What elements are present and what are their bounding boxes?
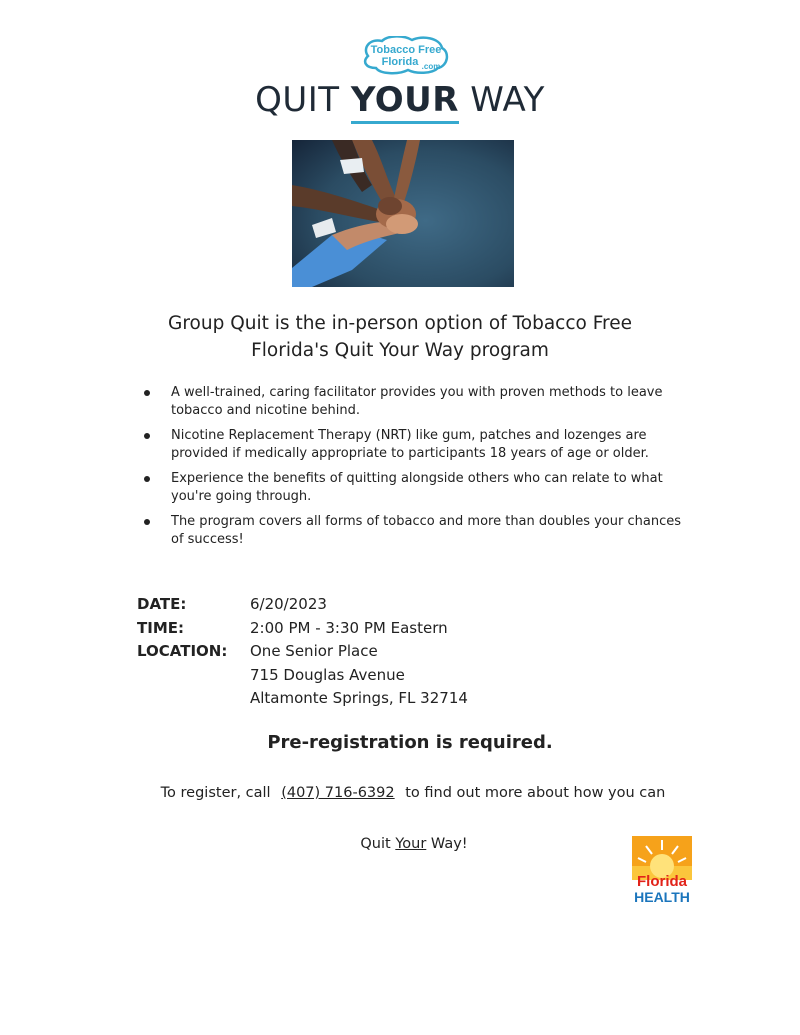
register-line bbox=[0, 785, 800, 801]
tobacco-free-florida-logo bbox=[360, 36, 452, 76]
logo-line2: Florida bbox=[381, 56, 419, 68]
preregistration-notice: Pre-registration is required. bbox=[267, 732, 553, 753]
florida-health-line1: Florida bbox=[636, 873, 688, 890]
title-way: WAY bbox=[470, 80, 545, 120]
location-line1: One Senior Place bbox=[250, 642, 378, 660]
florida-health-line2: HEALTH bbox=[634, 889, 690, 904]
location-line2: 715 Douglas Avenue bbox=[250, 666, 405, 684]
list-item: Nicotine Replacement Therapy (NRT) like gum, patches and lozenges are provided if medically appropriate to participants 18 years of age or older. bbox=[140, 427, 690, 463]
logo-suffix: .com bbox=[421, 62, 441, 71]
bullet-dot-icon bbox=[144, 433, 150, 439]
hands-together-photo bbox=[292, 140, 514, 287]
phone-number-link[interactable]: (407) 716-6392 bbox=[281, 785, 395, 801]
location-label: LOCATION: bbox=[137, 642, 228, 660]
register-text-after: to find out more about how you can bbox=[405, 785, 666, 801]
title-your: YOUR bbox=[351, 80, 459, 124]
title-quit: QUIT bbox=[255, 80, 340, 120]
page-title bbox=[0, 80, 800, 120]
list-item: The program covers all forms of tobacco and more than doubles your chances of success! bbox=[140, 513, 690, 549]
bullet-dot-icon bbox=[144, 519, 150, 525]
location-line3: Altamonte Springs, FL 32714 bbox=[250, 689, 468, 707]
register-text-before: To register, call bbox=[160, 785, 271, 801]
florida-health-logo bbox=[632, 836, 692, 904]
bullet-dot-icon bbox=[144, 390, 150, 396]
intro-line1: Group Quit is the in-person option of Tobacco Free bbox=[168, 313, 632, 334]
logo-line1: Tobacco Free bbox=[370, 44, 442, 56]
intro-text bbox=[100, 310, 700, 364]
closing-your: Your bbox=[395, 836, 427, 852]
time-label: TIME: bbox=[137, 619, 184, 637]
time-value: 2:00 PM - 3:30 PM Eastern bbox=[250, 619, 448, 637]
date-value: 6/20/2023 bbox=[250, 595, 327, 613]
list-item: Experience the benefits of quitting alongside others who can relate to what you're going through. bbox=[140, 470, 690, 506]
intro-line2: Florida's Quit Your Way program bbox=[251, 340, 549, 361]
closing-tagline: Quit Your Way! bbox=[360, 836, 468, 852]
bullet-dot-icon bbox=[144, 476, 150, 482]
list-item: A well-trained, caring facilitator provides you with proven methods to leave tobacco and nicotine behind. bbox=[140, 384, 690, 420]
benefits-list bbox=[140, 384, 690, 556]
date-label: DATE: bbox=[137, 595, 187, 613]
